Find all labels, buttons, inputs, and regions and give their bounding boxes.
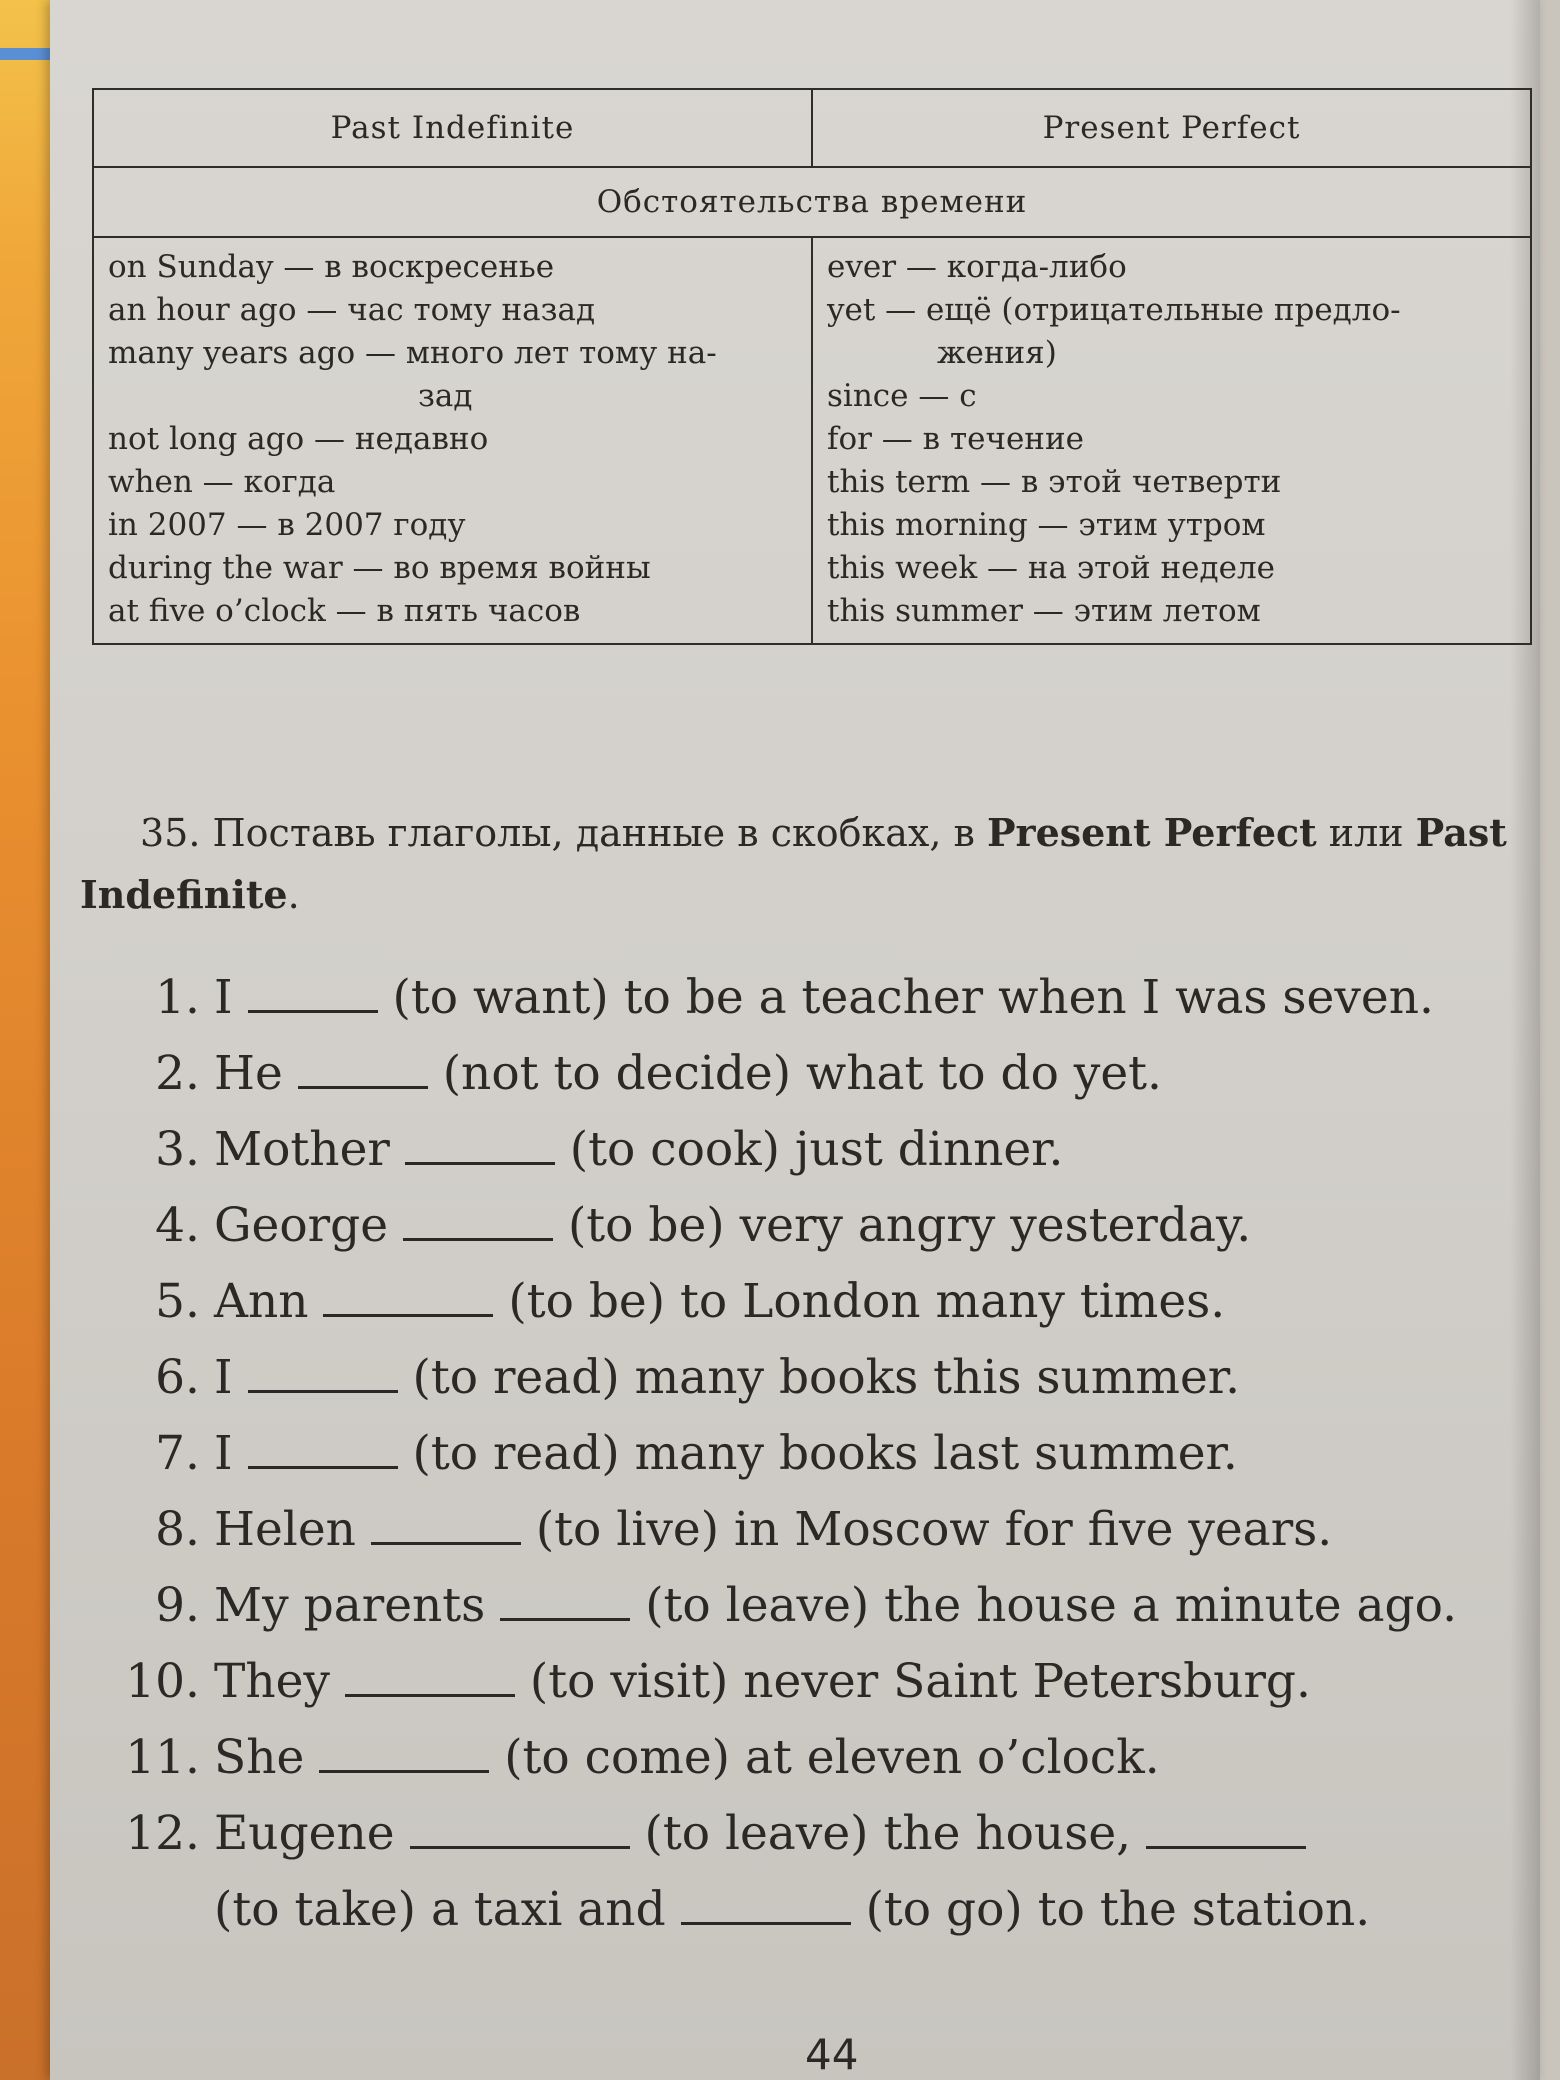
table-line: зад bbox=[418, 378, 473, 414]
item-prompt: (to take) a taxi and bbox=[214, 1882, 666, 1937]
table-line: when — когда bbox=[108, 464, 336, 500]
instruction-bold-present-perfect: Present Perfect bbox=[986, 810, 1317, 855]
item-number: 8. bbox=[155, 1502, 200, 1557]
table-line: жения) bbox=[937, 335, 1057, 371]
exercise-item bbox=[110, 1036, 1560, 1112]
answer-blank[interactable] bbox=[248, 1352, 398, 1393]
answer-blank[interactable] bbox=[500, 1580, 630, 1621]
item-subject: I bbox=[214, 1426, 233, 1481]
item-number: 7. bbox=[155, 1426, 200, 1481]
answer-blank[interactable] bbox=[403, 1200, 553, 1241]
answer-blank[interactable] bbox=[248, 1428, 398, 1469]
table-line: this week — на этой неделе bbox=[827, 550, 1275, 586]
instruction-or: или bbox=[1328, 811, 1404, 855]
present-perfect-column bbox=[812, 237, 1531, 644]
table-line: this morning — этим утром bbox=[827, 507, 1266, 543]
item-prompt: (to live) in Moscow for five years. bbox=[535, 1502, 1333, 1557]
table-line: at five o’clock — в пять часов bbox=[108, 593, 581, 629]
exercise-item bbox=[110, 1568, 1560, 1644]
item-number: 3. bbox=[155, 1122, 200, 1177]
item-subject: Mother bbox=[214, 1122, 390, 1177]
past-indefinite-column bbox=[93, 237, 812, 644]
exercise-item bbox=[110, 1112, 1560, 1188]
item-number: 12. bbox=[125, 1806, 200, 1861]
page-number: 44 bbox=[805, 2030, 859, 2079]
item-subject: She bbox=[214, 1730, 305, 1785]
item-prompt: (to be) very angry yesterday. bbox=[567, 1198, 1252, 1253]
exercise-items bbox=[110, 960, 1560, 1948]
item-prompt: (to come) at eleven o’clock. bbox=[504, 1730, 1160, 1785]
item-number: 11. bbox=[125, 1730, 200, 1785]
exercise-item-continuation bbox=[110, 1872, 1560, 1948]
item-prompt: (not to decide) what to do yet. bbox=[442, 1046, 1162, 1101]
table-line: for — в течение bbox=[827, 421, 1084, 457]
item-prompt: (to leave) the house a minute ago. bbox=[645, 1578, 1458, 1633]
instruction-bold-past-indefinite: Past Indefinite bbox=[80, 810, 1507, 917]
exercise-item bbox=[110, 1416, 1560, 1492]
table-line: this term — в этой четверти bbox=[827, 464, 1282, 500]
table-subheader: Обстоятельства времени bbox=[93, 167, 1531, 237]
item-subject: Ann bbox=[214, 1274, 309, 1329]
instruction-period: . bbox=[287, 873, 300, 917]
table-line: since — с bbox=[827, 378, 977, 414]
exercise-item bbox=[110, 1720, 1560, 1796]
table-line: yet — ещё (отрицательные предло- bbox=[827, 292, 1401, 328]
answer-blank[interactable] bbox=[410, 1808, 630, 1849]
item-prompt: (to cook) just dinner. bbox=[569, 1122, 1064, 1177]
answer-blank[interactable] bbox=[323, 1276, 493, 1317]
exercise-item bbox=[110, 1796, 1560, 1872]
table-line: on Sunday — в воскресенье bbox=[108, 249, 555, 285]
item-subject: My parents bbox=[214, 1578, 486, 1633]
textbook-page bbox=[50, 0, 1540, 2080]
exercise-instruction bbox=[80, 802, 1520, 926]
answer-blank[interactable] bbox=[371, 1504, 521, 1545]
table-line: this summer — этим летом bbox=[827, 593, 1261, 629]
item-subject: Eugene bbox=[214, 1806, 395, 1861]
item-number: 1. bbox=[155, 970, 200, 1025]
table-line: not long ago — недавно bbox=[108, 421, 489, 457]
item-prompt: (to read) many books this summer. bbox=[412, 1350, 1241, 1405]
item-number: 6. bbox=[155, 1350, 200, 1405]
item-prompt: (to visit) never Saint Petersburg. bbox=[529, 1654, 1311, 1709]
exercise-item bbox=[110, 1492, 1560, 1568]
item-number: 10. bbox=[125, 1654, 200, 1709]
item-number: 4. bbox=[155, 1198, 200, 1253]
exercise-item bbox=[110, 960, 1560, 1036]
answer-blank[interactable] bbox=[405, 1124, 555, 1165]
instruction-text: Поставь глаголы, данные в скобках, в bbox=[212, 811, 975, 855]
item-prompt: (to leave) the house, bbox=[644, 1806, 1132, 1861]
answer-blank[interactable] bbox=[1146, 1808, 1306, 1849]
table-line: many years ago — много лет тому на- bbox=[108, 335, 717, 371]
item-number: 9. bbox=[155, 1578, 200, 1633]
table-header-past-indefinite: Past Indefinite bbox=[93, 89, 812, 167]
answer-blank[interactable] bbox=[345, 1656, 515, 1697]
item-subject: They bbox=[214, 1654, 330, 1709]
answer-blank[interactable] bbox=[298, 1048, 428, 1089]
item-subject: I bbox=[214, 1350, 233, 1405]
table-header-present-perfect: Present Perfect bbox=[812, 89, 1531, 167]
table-line: an hour ago — час тому назад bbox=[108, 292, 596, 328]
item-subject: I bbox=[214, 970, 233, 1025]
table-line: ever — когда-либо bbox=[827, 249, 1127, 285]
item-subject: Helen bbox=[214, 1502, 356, 1557]
item-number: 5. bbox=[155, 1274, 200, 1329]
item-number: 2. bbox=[155, 1046, 200, 1101]
item-prompt: (to want) to be a teacher when I was seven. bbox=[392, 970, 1434, 1025]
answer-blank[interactable] bbox=[248, 972, 378, 1013]
exercise-item bbox=[110, 1264, 1560, 1340]
item-prompt: (to be) to London many times. bbox=[508, 1274, 1226, 1329]
table-line: in 2007 — в 2007 году bbox=[108, 507, 466, 543]
item-prompt: (to go) to the station. bbox=[865, 1882, 1371, 1937]
exercise-item bbox=[110, 1644, 1560, 1720]
answer-blank[interactable] bbox=[681, 1884, 851, 1925]
exercise-number: 35. bbox=[140, 811, 201, 855]
answer-blank[interactable] bbox=[319, 1732, 489, 1773]
table-line: during the war — во время войны bbox=[108, 550, 651, 586]
item-subject: He bbox=[214, 1046, 283, 1101]
exercise-item bbox=[110, 1340, 1560, 1416]
item-subject: George bbox=[214, 1198, 389, 1253]
item-prompt: (to read) many books last summer. bbox=[412, 1426, 1238, 1481]
exercise-item bbox=[110, 1188, 1560, 1264]
time-expressions-table bbox=[92, 88, 1532, 645]
